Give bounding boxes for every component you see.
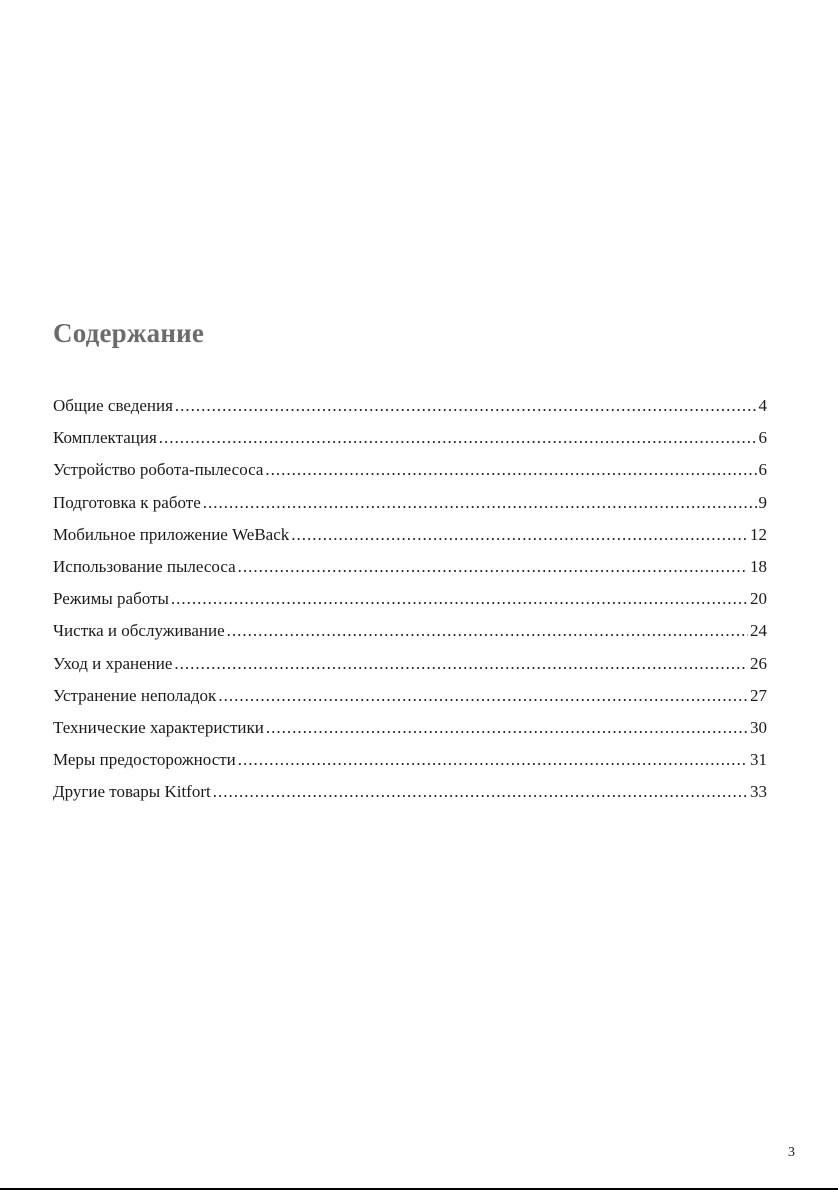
toc-dot-leader — [238, 746, 748, 774]
toc-entry-title: Общие сведения — [53, 396, 173, 415]
toc-entry-page: 9 — [758, 492, 767, 512]
toc-entry-page: 24 — [750, 621, 767, 641]
toc-entry-title: Устранение неполадок — [53, 685, 217, 705]
toc-entry-troubleshooting[interactable] — [53, 682, 767, 714]
toc-entry-modes[interactable] — [53, 585, 767, 617]
toc-dot-leader — [171, 585, 748, 613]
toc-entry-general-info[interactable] — [53, 392, 767, 424]
toc-entry-page: 27 — [750, 685, 767, 705]
page-number: 3 — [788, 1145, 795, 1160]
toc-entry-preparation[interactable] — [53, 489, 767, 521]
toc-dot-leader — [159, 424, 757, 452]
toc-entry-page: 6 — [758, 460, 767, 480]
toc-entry-page: 31 — [750, 750, 767, 770]
toc-entry-safety[interactable] — [53, 746, 767, 778]
toc-dot-leader — [218, 682, 748, 710]
toc-dot-leader — [213, 778, 748, 806]
toc-entry-usage[interactable] — [53, 553, 767, 585]
toc-dot-leader — [291, 521, 748, 549]
toc-entry-page: 30 — [750, 717, 767, 737]
toc-entry-title: Технические характеристики — [53, 717, 264, 737]
toc-entry-title: Другие товары Kitfort — [53, 782, 211, 802]
toc-dot-leader — [175, 392, 757, 420]
toc-dot-leader — [265, 456, 756, 484]
toc-entry-other-products[interactable] — [53, 778, 767, 810]
toc-entry-title: Использование пылесоса — [53, 556, 236, 576]
toc-entry-care-storage[interactable] — [53, 650, 767, 682]
toc-entry-page: 4 — [758, 396, 767, 415]
toc-dot-leader — [227, 617, 748, 645]
toc-entry-page: 6 — [758, 428, 767, 448]
bottom-divider — [0, 1188, 838, 1190]
toc-entry-specifications[interactable] — [53, 714, 767, 746]
toc-entry-title: Комплектация — [53, 428, 157, 448]
table-of-contents — [53, 392, 767, 810]
toc-entry-page: 12 — [750, 524, 767, 544]
toc-entry-cleaning[interactable] — [53, 617, 767, 649]
toc-entry-title: Подготовка к работе — [53, 492, 201, 512]
toc-entry-page: 18 — [750, 556, 767, 576]
toc-dot-leader — [266, 714, 748, 742]
toc-entry-title: Уход и хранение — [53, 653, 173, 673]
toc-entry-device-structure[interactable] — [53, 456, 767, 488]
toc-dot-leader — [203, 489, 757, 517]
page-title: Содержание — [53, 318, 205, 348]
toc-entry-mobile-app[interactable] — [53, 521, 767, 553]
toc-entry-title: Устройство робота-пылесоса — [53, 460, 264, 480]
toc-entry-title: Чистка и обслуживание — [53, 621, 225, 641]
toc-entry-page: 20 — [750, 589, 767, 609]
toc-entry-package-contents[interactable] — [53, 424, 767, 456]
toc-entry-title: Мобильное приложение WeBack — [53, 524, 290, 544]
toc-entry-title: Меры предосторожности — [53, 750, 236, 770]
toc-dot-leader — [238, 553, 748, 581]
toc-dot-leader — [174, 650, 748, 678]
toc-entry-title: Режимы работы — [53, 589, 169, 609]
toc-entry-page: 33 — [750, 782, 767, 802]
toc-entry-page: 26 — [750, 653, 767, 673]
